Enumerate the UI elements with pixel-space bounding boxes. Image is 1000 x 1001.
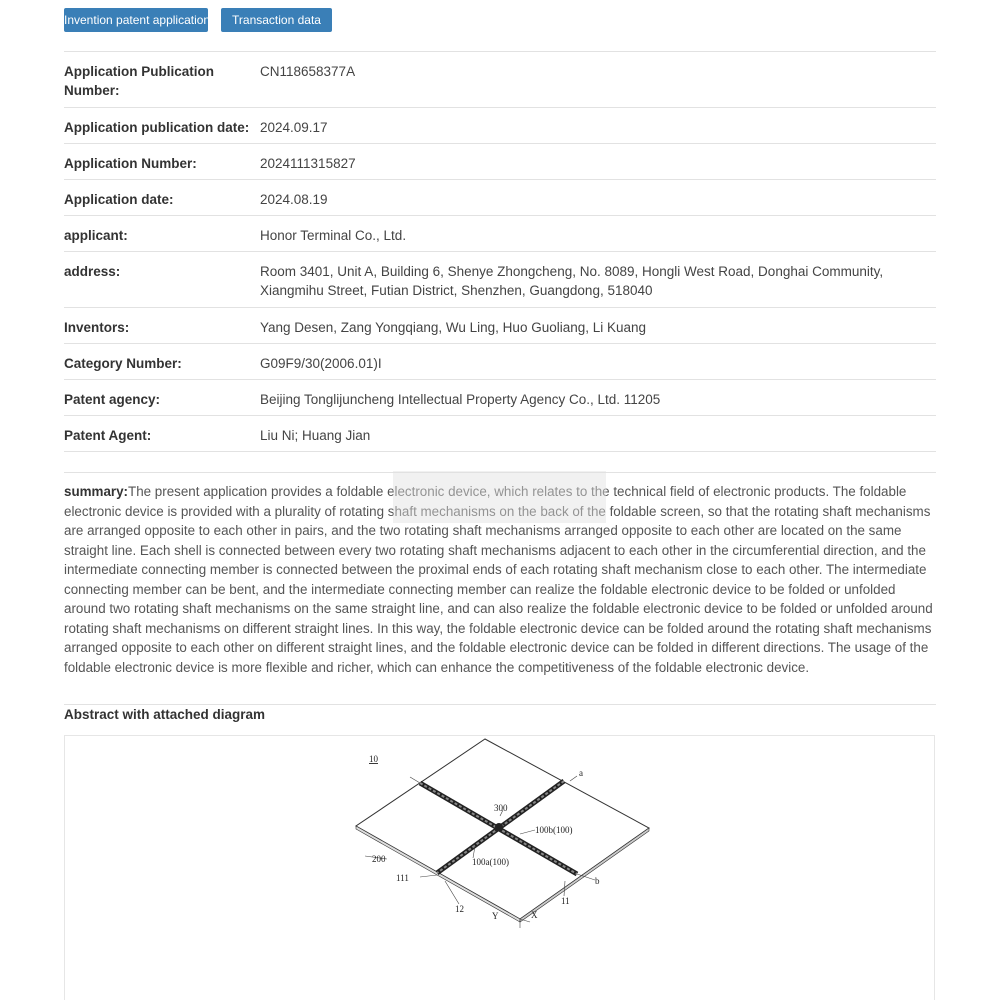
info-value: 2024.09.17 — [260, 120, 328, 135]
axis-label-y: Y — [492, 911, 499, 921]
info-label: applicant: — [64, 228, 128, 243]
tab-transaction-data[interactable]: Transaction data — [221, 8, 332, 32]
info-row-applicant — [64, 216, 936, 252]
info-value: Room 3401, Unit A, Building 6, Shenye Zhongcheng, No. 8089, Hongli West Road, Donghai Community, Xiangmihu Street, Futian District, Shenzhen, Guangdong, 518040 — [260, 264, 884, 298]
divider — [64, 704, 936, 705]
foldable-device-drawing — [65, 736, 936, 1001]
tab-bar — [64, 8, 332, 32]
info-label: Patent Agent: — [64, 428, 152, 443]
info-row-inventors — [64, 308, 936, 344]
info-value: Beijing Tonglijuncheng Intellectual Property Agency Co., Ltd. 11205 — [260, 392, 661, 407]
info-row-publication-number — [64, 52, 936, 108]
info-row-application-number — [64, 144, 936, 180]
label-200: 200 — [372, 854, 386, 864]
center-joint — [495, 823, 503, 831]
figure-number-label: 10 — [369, 754, 378, 764]
info-label: Application publication date: — [64, 120, 250, 135]
abstract-diagram — [64, 735, 935, 1000]
label-100b: 100b(100) — [535, 825, 573, 835]
info-row-patent-agency — [64, 380, 936, 416]
label-a: a — [579, 768, 583, 778]
summary-text: The present application provides a foldable electronic device, which relates to the technical field of electronic products. The foldable electronic device is provided with a plurality of rotating shaft mechanisms on the back of the foldable screen, so that the rotating shaft mechanisms are arranged opposite to each other in pairs, and the two rotating shaft mechanisms arranged opposite to each other are located on the same straight line. Each shell is connected between every two rotating shaft mechanisms adjacent to each other in the circumferential direction, and the intermediate connecting member is connected between the proximal ends of each rotating shaft mechanism close to each other. The intermediate connecting member can be bent, and the intermediate connecting member can realize the foldable electronic device to be folded or unfolded around two rotating shaft mechanisms on the same straight line, and can also realize the foldable electronic device to be folded or unfolded around rotating shaft mechanisms on different straight lines. In this way, the foldable electronic device can be folded around the rotating shaft mechanisms arranged opposite to each other on different straight lines, and the foldable electronic device can be folded in different directions. The usage of the foldable electronic device is more flexible and richer, which can enhance the competitiveness of the foldable electronic device. — [64, 484, 933, 675]
label-111: 111 — [396, 873, 409, 883]
tab-invention-patent-application[interactable]: Invention patent application — [64, 8, 208, 32]
info-row-address — [64, 252, 936, 308]
info-value: 2024111315827 — [260, 156, 356, 171]
info-label: Patent agency: — [64, 392, 161, 407]
patent-info-table — [64, 51, 936, 452]
info-row-application-date — [64, 180, 936, 216]
info-value: 2024.08.19 — [260, 192, 328, 207]
abstract-diagram-title: Abstract with attached diagram — [64, 707, 266, 722]
info-row-category-number — [64, 344, 936, 380]
info-label: Application Number: — [64, 156, 197, 171]
label-12: 12 — [455, 904, 464, 914]
info-value: CN118658377A — [260, 64, 356, 79]
info-value: Honor Terminal Co., Ltd. — [260, 228, 407, 243]
axis-label-x: X — [531, 910, 538, 920]
summary-label: summary: — [64, 484, 129, 499]
info-row-patent-agent — [64, 416, 936, 452]
info-value: Yang Desen, Zang Yongqiang, Wu Ling, Huo Guoliang, Li Kuang — [260, 320, 647, 335]
info-value: G09F9/30(2006.01)I — [260, 356, 382, 371]
label-11: 11 — [561, 896, 570, 906]
label-100a: 100a(100) — [472, 857, 509, 867]
label-300: 300 — [494, 803, 508, 813]
summary-section — [64, 472, 936, 677]
info-value: Liu Ni; Huang Jian — [260, 428, 371, 443]
info-label: Inventors: — [64, 320, 130, 335]
info-label: Category Number: — [64, 356, 182, 371]
info-row-publication-date — [64, 108, 936, 144]
label-b: b — [595, 876, 600, 886]
info-label: address: — [64, 264, 121, 279]
info-label: Application date: — [64, 192, 174, 207]
info-label: Application Publication Number: — [64, 64, 215, 98]
